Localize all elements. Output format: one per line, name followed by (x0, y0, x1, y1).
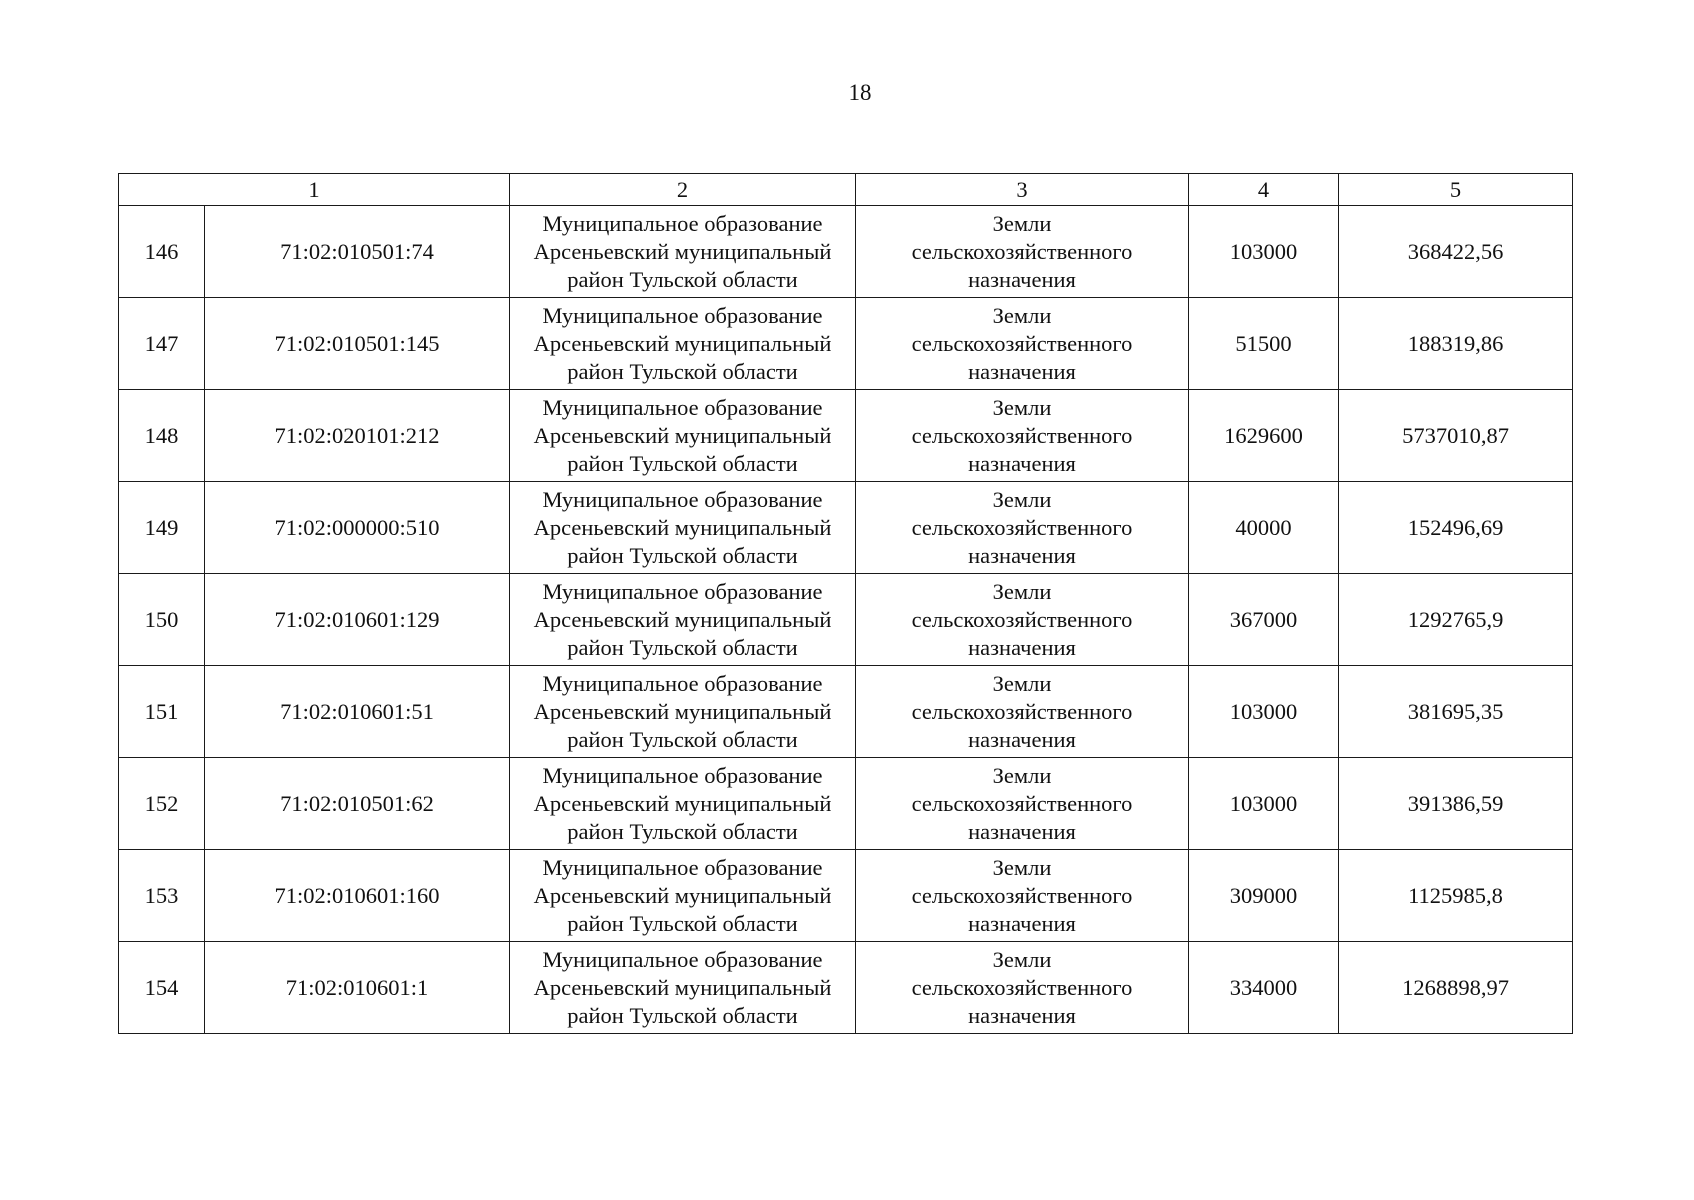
land-category-cell (856, 850, 1189, 942)
table-body (119, 174, 1573, 1034)
owner-cell-line: район Тульской области (567, 818, 798, 844)
table-row (119, 206, 1573, 298)
land-category-cell-line: сельскохозяйственного (911, 330, 1133, 356)
owner-cell (510, 758, 856, 850)
owner-cell (510, 390, 856, 482)
land-category-cell (856, 390, 1189, 482)
owner-cell-line: Арсеньевский муниципальный (533, 698, 832, 724)
column-header-2: 2 (510, 174, 856, 206)
owner-cell-line: район Тульской области (567, 726, 798, 752)
land-category-cell (856, 206, 1189, 298)
owner-cell-line: район Тульской области (567, 358, 798, 384)
table-row (119, 390, 1573, 482)
area-cell: 40000 (1189, 482, 1339, 574)
owner-cell (510, 482, 856, 574)
table-row (119, 850, 1573, 942)
land-category-cell-line: Земли (992, 394, 1052, 420)
row-number-cell: 152 (119, 758, 205, 850)
land-category-cell-line: Земли (992, 210, 1052, 236)
area-cell: 334000 (1189, 942, 1339, 1034)
owner-cell-line: Муниципальное образование (542, 946, 823, 972)
land-category-cell (856, 942, 1189, 1034)
owner-cell-line: Арсеньевский муниципальный (533, 330, 832, 356)
land-category-cell-line: назначения (968, 634, 1076, 660)
owner-cell-line: Муниципальное образование (542, 394, 823, 420)
area-cell: 51500 (1189, 298, 1339, 390)
land-category-cell-line: назначения (968, 726, 1076, 752)
land-category-cell-line: Земли (992, 670, 1052, 696)
land-category-cell-line: Земли (992, 854, 1052, 880)
land-category-cell-line: назначения (968, 358, 1076, 384)
owner-cell-line: район Тульской области (567, 910, 798, 936)
land-category-cell (856, 666, 1189, 758)
column-header-5: 5 (1339, 174, 1573, 206)
owner-cell-line: район Тульской области (567, 1002, 798, 1028)
row-number-cell: 147 (119, 298, 205, 390)
land-category-cell-line: сельскохозяйственного (911, 422, 1133, 448)
cadastral-value-cell: 391386,59 (1339, 758, 1573, 850)
owner-cell-line: Муниципальное образование (542, 486, 823, 512)
land-category-cell-line: назначения (968, 450, 1076, 476)
land-category-cell-line: сельскохозяйственного (911, 698, 1133, 724)
owner-cell (510, 574, 856, 666)
area-cell: 309000 (1189, 850, 1339, 942)
land-category-cell-line: Земли (992, 946, 1052, 972)
table-row (119, 942, 1573, 1034)
owner-cell-line: Муниципальное образование (542, 854, 823, 880)
owner-cell-line: Арсеньевский муниципальный (533, 422, 832, 448)
owner-cell-line: район Тульской области (567, 266, 798, 292)
cadastral-number-cell: 71:02:010501:145 (205, 298, 510, 390)
cadastral-number-cell: 71:02:010601:51 (205, 666, 510, 758)
row-number-cell: 148 (119, 390, 205, 482)
owner-cell-line: Муниципальное образование (542, 210, 823, 236)
table-row (119, 574, 1573, 666)
row-number-cell: 153 (119, 850, 205, 942)
land-plots-table (118, 173, 1573, 1034)
cadastral-value-cell: 368422,56 (1339, 206, 1573, 298)
land-category-cell-line: Земли (992, 578, 1052, 604)
owner-cell-line: Арсеньевский муниципальный (533, 238, 832, 264)
column-header-3: 3 (856, 174, 1189, 206)
owner-cell (510, 850, 856, 942)
area-cell: 367000 (1189, 574, 1339, 666)
row-number-cell: 146 (119, 206, 205, 298)
land-category-cell-line: сельскохозяйственного (911, 514, 1133, 540)
owner-cell (510, 666, 856, 758)
land-category-cell-line: назначения (968, 542, 1076, 568)
table-row (119, 482, 1573, 574)
row-number-cell: 149 (119, 482, 205, 574)
owner-cell-line: Муниципальное образование (542, 670, 823, 696)
owner-cell-line: Арсеньевский муниципальный (533, 790, 832, 816)
column-header-1: 1 (119, 174, 510, 206)
land-category-cell-line: Земли (992, 302, 1052, 328)
owner-cell-line: район Тульской области (567, 634, 798, 660)
page-number: 18 (848, 80, 872, 105)
owner-cell-line: район Тульской области (567, 450, 798, 476)
owner-cell-line: Арсеньевский муниципальный (533, 974, 832, 1000)
land-category-cell-line: сельскохозяйственного (911, 238, 1133, 264)
land-category-cell-line: Земли (992, 762, 1052, 788)
owner-cell (510, 298, 856, 390)
cadastral-value-cell: 1268898,97 (1339, 942, 1573, 1034)
row-number-cell: 154 (119, 942, 205, 1034)
cadastral-value-cell: 1125985,8 (1339, 850, 1573, 942)
area-cell: 103000 (1189, 666, 1339, 758)
cadastral-value-cell: 152496,69 (1339, 482, 1573, 574)
area-cell: 103000 (1189, 758, 1339, 850)
area-cell: 1629600 (1189, 390, 1339, 482)
cadastral-number-cell: 71:02:010501:74 (205, 206, 510, 298)
table-row (119, 758, 1573, 850)
table-row (119, 298, 1573, 390)
cadastral-value-cell: 1292765,9 (1339, 574, 1573, 666)
land-category-cell (856, 758, 1189, 850)
column-number-row (119, 174, 1573, 206)
area-cell: 103000 (1189, 206, 1339, 298)
cadastral-value-cell: 381695,35 (1339, 666, 1573, 758)
land-category-cell-line: назначения (968, 818, 1076, 844)
owner-cell-line: Муниципальное образование (542, 578, 823, 604)
land-category-cell-line: сельскохозяйственного (911, 882, 1133, 908)
cadastral-number-cell: 71:02:020101:212 (205, 390, 510, 482)
table-row (119, 666, 1573, 758)
owner-cell-line: Муниципальное образование (542, 762, 823, 788)
cadastral-value-cell: 5737010,87 (1339, 390, 1573, 482)
owner-cell-line: Арсеньевский муниципальный (533, 514, 832, 540)
row-number-cell: 151 (119, 666, 205, 758)
land-category-cell-line: сельскохозяйственного (911, 974, 1133, 1000)
owner-cell (510, 942, 856, 1034)
land-category-cell-line: назначения (968, 266, 1076, 292)
land-category-cell-line: сельскохозяйственного (911, 790, 1133, 816)
land-category-cell (856, 574, 1189, 666)
land-category-cell-line: сельскохозяйственного (911, 606, 1133, 632)
cadastral-number-cell: 71:02:010501:62 (205, 758, 510, 850)
owner-cell-line: Арсеньевский муниципальный (533, 606, 832, 632)
land-category-cell (856, 482, 1189, 574)
cadastral-number-cell: 71:02:010601:129 (205, 574, 510, 666)
land-category-cell (856, 298, 1189, 390)
row-number-cell: 150 (119, 574, 205, 666)
cadastral-value-cell: 188319,86 (1339, 298, 1573, 390)
land-category-cell-line: назначения (968, 1002, 1076, 1028)
owner-cell-line: Муниципальное образование (542, 302, 823, 328)
column-header-4: 4 (1189, 174, 1339, 206)
cadastral-number-cell: 71:02:010601:160 (205, 850, 510, 942)
owner-cell (510, 206, 856, 298)
cadastral-number-cell: 71:02:010601:1 (205, 942, 510, 1034)
owner-cell-line: район Тульской области (567, 542, 798, 568)
owner-cell-line: Арсеньевский муниципальный (533, 882, 832, 908)
land-category-cell-line: назначения (968, 910, 1076, 936)
cadastral-number-cell: 71:02:000000:510 (205, 482, 510, 574)
land-category-cell-line: Земли (992, 486, 1052, 512)
